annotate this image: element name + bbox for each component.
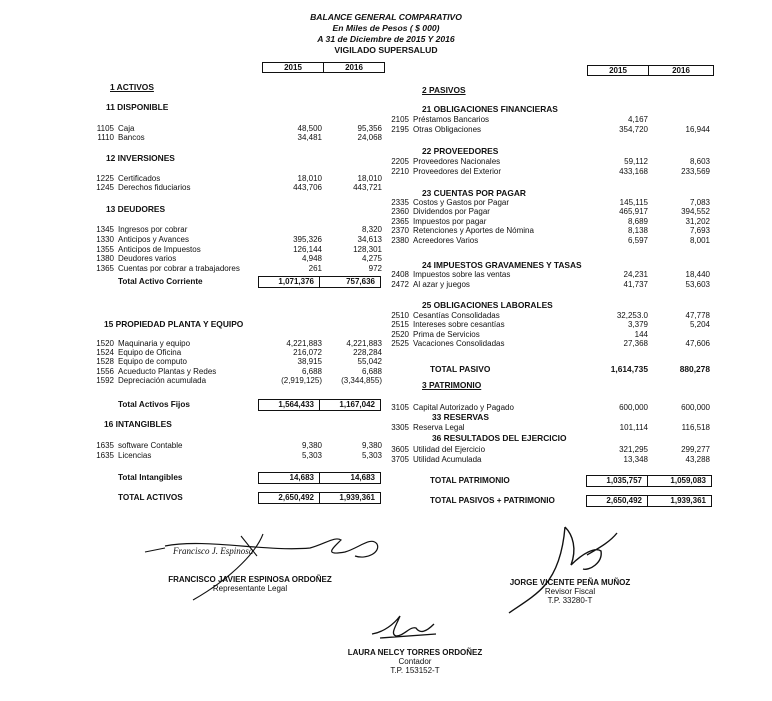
activos-heading: 1 ACTIVOS xyxy=(110,82,154,92)
total-2015: 1,071,376 xyxy=(258,276,320,288)
account-label: Equipo de Oficina xyxy=(118,348,182,358)
value-2016: 299,277 xyxy=(681,445,710,454)
account-label: Dividendos por Pagar xyxy=(413,207,490,217)
table-row xyxy=(88,225,382,234)
value-2015: 600,000 xyxy=(619,403,648,412)
value-2015: 41,737 xyxy=(623,279,648,289)
account-label: Deudores varios xyxy=(118,254,177,264)
table-row xyxy=(383,270,710,279)
value-2015: 13,348 xyxy=(623,454,648,464)
value-2015: 145,115 xyxy=(619,198,648,207)
impuestos-heading: 24 IMPUESTOS GRAVAMENES Y TASAS xyxy=(422,260,582,270)
value-2016: 8,603 xyxy=(689,157,710,166)
total-pasivos-patrimonio-label: TOTAL PASIVOS + PATRIMONIO xyxy=(430,496,555,505)
value-2015: (2,919,125) xyxy=(281,375,322,385)
ppe-heading: 15 PROPIEDAD PLANTA Y EQUIPO xyxy=(104,319,244,329)
table-row xyxy=(88,183,382,192)
total-2016: 14,683 xyxy=(319,472,381,484)
value-2015: 4,221,883 xyxy=(286,339,322,348)
account-code: 2205 xyxy=(391,157,409,166)
value-2016: 4,275 xyxy=(361,254,382,264)
value-2016: 8,320 xyxy=(361,225,382,234)
value-2015: 216,072 xyxy=(293,348,322,358)
account-label: Certificados xyxy=(118,174,161,183)
total-activo-corriente-values xyxy=(258,276,380,286)
account-code: 1345 xyxy=(96,225,114,234)
total-intangibles-label: Total Intangibles xyxy=(118,473,183,482)
document-title: BALANCE GENERAL COMPARATIVO xyxy=(310,12,462,22)
account-code: 2520 xyxy=(391,329,409,339)
value-2016: 43,288 xyxy=(685,454,710,464)
table-row xyxy=(88,245,382,254)
value-2015: 9,380 xyxy=(301,441,322,450)
account-label: Retenciones y Aportes de Nómina xyxy=(413,226,534,236)
value-2016: 600,000 xyxy=(681,403,710,412)
account-label: Cesantías Consolidadas xyxy=(413,311,500,320)
total-activos-label: TOTAL ACTIVOS xyxy=(118,493,183,502)
value-2015: 27,368 xyxy=(623,339,648,349)
account-label: Prima de Servicios xyxy=(413,329,480,339)
table-row xyxy=(383,198,710,207)
account-label: Proveedores del Exterior xyxy=(413,166,502,176)
account-code: 1365 xyxy=(96,264,114,274)
year-2015-label: 2015 xyxy=(262,62,324,73)
table-row xyxy=(88,348,382,357)
cuentas-heading: 23 CUENTAS POR PAGAR xyxy=(422,188,526,198)
value-2015: 6,688 xyxy=(301,366,322,376)
account-code: 1556 xyxy=(96,366,114,376)
table-row xyxy=(383,236,710,245)
value-2016: 95,356 xyxy=(357,124,382,133)
account-code: 1225 xyxy=(96,174,114,183)
patrimonio-heading: 3 PATRIMONIO xyxy=(422,380,482,390)
total-patrimonio-label: TOTAL PATRIMONIO xyxy=(430,476,510,485)
year-2015-label: 2015 xyxy=(587,65,649,76)
svg-text:Francisco J. Espinosa: Francisco J. Espinosa xyxy=(173,546,254,556)
units-subtitle: En Miles de Pesos ( $ 000) xyxy=(332,23,440,33)
account-label: Bancos xyxy=(118,133,145,142)
table-row xyxy=(88,357,382,366)
account-code: 2510 xyxy=(391,311,409,320)
value-2016: 6,688 xyxy=(361,366,382,376)
table-row xyxy=(88,254,382,263)
value-2015: 261 xyxy=(308,264,322,274)
total-2016: 757,636 xyxy=(319,276,381,288)
account-code: 2365 xyxy=(391,216,409,226)
reservas-heading: 33 RESERVAS xyxy=(432,412,489,422)
pasivos-heading: 2 PASIVOS xyxy=(422,85,466,95)
right-year-header xyxy=(587,65,713,75)
table-row xyxy=(88,235,382,244)
value-2015: 433,168 xyxy=(619,166,648,176)
value-2015: 4,948 xyxy=(301,254,322,264)
total-2015: 2,650,492 xyxy=(258,492,320,504)
value-2015: 465,917 xyxy=(619,207,648,217)
account-code: 1380 xyxy=(96,254,114,264)
total-2016: 1,939,361 xyxy=(319,492,381,504)
table-row xyxy=(383,226,710,235)
value-2016: 47,606 xyxy=(685,339,710,349)
total-activos-values xyxy=(258,492,380,502)
table-row xyxy=(383,125,710,134)
value-2015: 443,706 xyxy=(293,183,322,192)
account-code: 1635 xyxy=(96,441,114,450)
account-code: 2380 xyxy=(391,235,409,245)
value-2015: 34,481 xyxy=(297,133,322,142)
value-2016: 128,301 xyxy=(353,244,382,254)
total-patrimonio-values xyxy=(586,475,711,485)
contador-signature-block xyxy=(300,648,530,675)
table-row xyxy=(383,330,710,339)
obligaciones-heading: 21 OBLIGACIONES FINANCIERAS xyxy=(422,104,558,114)
account-label: Intereses sobre cesantías xyxy=(413,320,505,330)
table-row xyxy=(383,217,710,226)
contador-name: LAURA NELCY TORRES ORDOÑEZ xyxy=(347,648,483,657)
account-code: 1524 xyxy=(96,348,114,358)
account-label: Derechos fiduciarios xyxy=(118,183,191,192)
value-2016: 18,440 xyxy=(685,270,710,279)
account-label: Caja xyxy=(118,124,135,133)
value-2015: 126,144 xyxy=(293,244,322,254)
year-2016-label: 2016 xyxy=(323,62,385,73)
account-code: 1520 xyxy=(96,339,114,348)
account-label: Impuestos por pagar xyxy=(413,216,487,226)
table-row xyxy=(383,403,710,412)
account-label: software Contable xyxy=(118,441,183,450)
value-2016: 5,303 xyxy=(361,450,382,460)
value-2015: 144 xyxy=(634,329,648,339)
value-2016: 55,042 xyxy=(357,357,382,367)
total-2015: 14,683 xyxy=(258,472,320,484)
value-2016: 233,569 xyxy=(681,166,710,176)
total-2016: 1,939,361 xyxy=(647,495,712,507)
table-row xyxy=(88,133,382,142)
date-subtitle: A 31 de Diciembre de 2015 Y 2016 xyxy=(317,34,455,44)
fiscal-name: JORGE VICENTE PEÑA MUÑOZ xyxy=(509,578,631,587)
value-2015: 38,915 xyxy=(297,357,322,367)
fiscal-role: Revisor Fiscal xyxy=(544,587,596,596)
total-activo-corriente-label: Total Activo Corriente xyxy=(118,277,203,286)
value-2016: 4,221,883 xyxy=(346,339,382,348)
value-2016: 8,001 xyxy=(689,235,710,245)
left-year-header xyxy=(262,62,384,72)
rep-name: FRANCISCO JAVIER ESPINOSA ORDOÑEZ xyxy=(168,575,332,584)
value-2016: 9,380 xyxy=(361,441,382,450)
value-2016: 16,944 xyxy=(685,124,710,134)
table-row xyxy=(88,124,382,133)
account-label: Al azar y juegos xyxy=(413,279,470,289)
total-2015: 2,650,492 xyxy=(586,495,648,507)
account-label: Acreedores Varios xyxy=(413,235,479,245)
table-row xyxy=(383,311,710,320)
value-2015: 3,379 xyxy=(627,320,648,330)
total-2015: 1,035,757 xyxy=(586,475,648,487)
value-2016: 31,202 xyxy=(685,216,710,226)
account-label: Ingresos por cobrar xyxy=(118,225,188,234)
account-code: 1330 xyxy=(96,234,114,244)
value-2015: 5,303 xyxy=(301,450,322,460)
contador-signature-graphic xyxy=(370,612,440,642)
table-row xyxy=(383,167,710,176)
account-label: Utilidad del Ejercicio xyxy=(413,445,486,454)
table-row xyxy=(383,207,710,216)
total-2015: 1,564,433 xyxy=(258,399,320,411)
rep-signature-block xyxy=(150,575,350,593)
table-row xyxy=(88,376,382,385)
deudores-heading: 13 DEUDORES xyxy=(106,204,166,214)
account-label: Costos y Gastos por Pagar xyxy=(413,198,510,207)
value-2015: 8,138 xyxy=(627,226,648,236)
total-2016: 1,059,083 xyxy=(647,475,712,487)
resultados-heading: 36 RESULTADOS DEL EJERCICIO xyxy=(432,433,567,443)
account-label: Depreciación acumulada xyxy=(118,375,207,385)
total-pasivo-label: TOTAL PASIVO xyxy=(430,364,491,374)
value-2016: 47,778 xyxy=(685,311,710,320)
value-2016: 5,204 xyxy=(689,320,710,330)
account-code: 3605 xyxy=(391,445,409,454)
value-2015: 4,167 xyxy=(627,115,648,124)
account-label: Reserva Legal xyxy=(413,423,465,432)
account-label: Capital Autorizado y Pagado xyxy=(413,403,514,412)
total-activos-fijos-label: Total Activos Fijos xyxy=(118,400,190,409)
value-2015: 6,597 xyxy=(627,235,648,245)
account-code: 2515 xyxy=(391,320,409,330)
value-2016: 443,721 xyxy=(353,183,382,192)
rep-signature-graphic xyxy=(145,530,385,610)
value-2015: 59,112 xyxy=(624,157,648,166)
account-label: Otras Obligaciones xyxy=(413,124,482,134)
account-label: Licencias xyxy=(118,450,152,460)
value-2015: 101,114 xyxy=(619,423,648,432)
account-code: 1355 xyxy=(96,244,114,254)
value-2015: 395,326 xyxy=(293,234,322,244)
account-label: Maquinaria y equipo xyxy=(118,339,191,348)
value-2016: 394,552 xyxy=(681,207,710,217)
value-2016: 116,518 xyxy=(681,423,710,432)
value-2015: 48,500 xyxy=(297,124,322,133)
account-code: 2195 xyxy=(391,124,409,134)
table-row xyxy=(88,441,382,450)
value-2015: 354,720 xyxy=(619,124,648,134)
value-2016: 7,083 xyxy=(689,198,710,207)
table-row xyxy=(88,339,382,348)
total-intangibles-values xyxy=(258,472,380,482)
table-row xyxy=(383,423,710,432)
table-row xyxy=(88,174,382,183)
table-row xyxy=(383,157,710,166)
account-label: Cuentas por cobrar a trabajadores xyxy=(118,264,240,274)
value-2015: 18,010 xyxy=(297,174,322,183)
account-label: Acueducto Plantas y Redes xyxy=(118,366,217,376)
intangibles-heading: 16 INTANGIBLES xyxy=(104,419,172,429)
account-code: 1110 xyxy=(97,133,114,142)
account-label: Equipo de computo xyxy=(118,357,187,367)
account-label: Vacaciones Consolidadas xyxy=(413,339,505,349)
account-code: 1592 xyxy=(96,375,114,385)
account-code: 3305 xyxy=(391,423,409,432)
disponible-heading: 11 DISPONIBLE xyxy=(106,102,169,112)
inversiones-heading: 12 INVERSIONES xyxy=(106,153,175,163)
total-pasivo-2016: 880,278 xyxy=(679,364,710,374)
value-2015: 8,689 xyxy=(627,216,648,226)
year-2016-label: 2016 xyxy=(648,65,714,76)
table-row xyxy=(383,445,710,454)
account-code: 2408 xyxy=(391,270,409,279)
value-2015: 321,295 xyxy=(619,445,648,454)
total-pasivo-2015: 1,614,735 xyxy=(610,364,648,374)
table-row xyxy=(383,339,710,348)
value-2016: 53,603 xyxy=(685,279,710,289)
contador-role: Contador xyxy=(398,657,432,666)
account-code: 1635 xyxy=(96,450,114,460)
table-row xyxy=(383,115,710,124)
table-row xyxy=(88,367,382,376)
account-code: 1105 xyxy=(96,124,114,133)
fiscal-tp: T.P. 33280-T xyxy=(547,596,593,605)
table-row xyxy=(383,280,710,289)
total-activos-fijos-values xyxy=(258,399,380,409)
total-2016: 1,167,042 xyxy=(319,399,381,411)
rep-role: Representante Legal xyxy=(212,584,288,593)
account-code: 2472 xyxy=(391,279,409,289)
account-code: 2210 xyxy=(391,166,409,176)
account-label: Proveedores Nacionales xyxy=(413,157,501,166)
laborales-heading: 25 OBLIGACIONES LABORALES xyxy=(422,300,553,310)
table-row xyxy=(383,320,710,329)
account-label: Anticipos de Impuestos xyxy=(118,244,201,254)
value-2015: 24,231 xyxy=(623,270,648,279)
table-row xyxy=(88,264,382,273)
table-row xyxy=(88,451,382,460)
supervision-label: VIGILADO SUPERSALUD xyxy=(334,45,438,55)
account-code: 2370 xyxy=(391,226,409,236)
account-code: 2335 xyxy=(391,198,409,207)
value-2016: 7,693 xyxy=(689,226,710,236)
value-2016: 18,010 xyxy=(357,174,382,183)
value-2016: 972 xyxy=(368,264,382,274)
value-2016: 24,068 xyxy=(357,133,382,142)
total-pasivos-patrimonio-values xyxy=(586,495,711,505)
account-label: Impuestos sobre las ventas xyxy=(413,270,511,279)
value-2015: 32,253.0 xyxy=(616,311,648,320)
account-code: 3705 xyxy=(391,454,409,464)
account-code: 2525 xyxy=(391,339,409,349)
account-label: Préstamos Bancarios xyxy=(413,115,490,124)
value-2016: (3,344,855) xyxy=(341,375,382,385)
account-code: 2105 xyxy=(391,115,409,124)
account-label: Anticipos y Avances xyxy=(118,234,190,244)
fiscal-signature-block xyxy=(500,578,640,605)
contador-tp: T.P. 153152-T xyxy=(390,666,440,675)
table-row xyxy=(383,455,710,464)
account-code: 1528 xyxy=(96,357,114,367)
value-2016: 228,284 xyxy=(353,348,382,358)
account-code: 1245 xyxy=(96,183,114,192)
value-2016: 34,613 xyxy=(357,234,382,244)
proveedores-heading: 22 PROVEEDORES xyxy=(422,146,499,156)
account-code: 2360 xyxy=(391,207,409,217)
account-label: Utilidad Acumulada xyxy=(413,454,482,464)
account-code: 3105 xyxy=(391,403,409,412)
